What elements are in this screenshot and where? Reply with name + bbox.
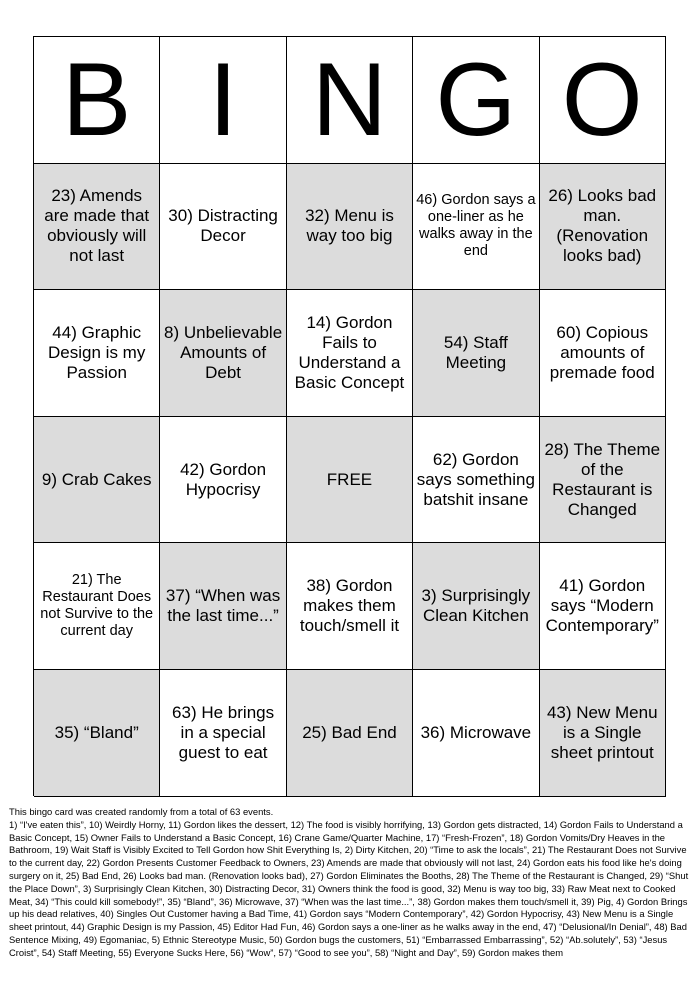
header-letter-o: O	[540, 37, 666, 164]
bingo-square[interactable]: 21) The Restaurant Does not Survive to the current day	[34, 543, 160, 670]
bingo-square[interactable]: 36) Microwave	[413, 670, 539, 797]
header-letter-i: I	[160, 37, 286, 164]
bingo-square[interactable]: 9) Crab Cakes	[34, 417, 160, 544]
header-letter-b: B	[34, 37, 160, 164]
bingo-square[interactable]: 8) Unbelievable Amounts of Debt	[160, 290, 286, 417]
free-space[interactable]: FREE	[287, 417, 413, 544]
bingo-square[interactable]: 63) He brings in a special guest to eat	[160, 670, 286, 797]
card-footer	[9, 806, 691, 960]
bingo-square[interactable]: 41) Gordon says “Modern Contemporary”	[540, 543, 666, 670]
bingo-square[interactable]: 23) Amends are made that obviously will not last	[34, 164, 160, 291]
bingo-card	[33, 36, 666, 796]
bingo-square[interactable]: 42) Gordon Hypocrisy	[160, 417, 286, 544]
bingo-square[interactable]: 26) Looks bad man. (Renovation looks bad)	[540, 164, 666, 291]
bingo-square[interactable]: 54) Staff Meeting	[413, 290, 539, 417]
bingo-square[interactable]: 14) Gordon Fails to Understand a Basic Concept	[287, 290, 413, 417]
bingo-square[interactable]: 32) Menu is way too big	[287, 164, 413, 291]
bingo-square[interactable]: 30) Distracting Decor	[160, 164, 286, 291]
bingo-square[interactable]: 28) The Theme of the Restaurant is Changed	[540, 417, 666, 544]
bingo-square[interactable]: 38) Gordon makes them touch/smell it	[287, 543, 413, 670]
bingo-square[interactable]: 25) Bad End	[287, 670, 413, 797]
header-letter-g: G	[413, 37, 539, 164]
footer-event-list: 1) “I've eaten this”, 10) Weirdly Horny, 11) Gordon likes the dessert, 12) The food is visibly horrifying, 13) Gordon gets distracted, 14) Gordon Fails to Understand a Basic Concept, 15) Owner Fails to Understand a Basic Concept, 16) Crane Game/Quarter Machine, 17) “Fresh-Frozen”, 18) Gordon Vomits/Dry Heaves in the Bathroom, 19) Wait Staff is Visibly Excited to Tell Gordon how Shit Everything Is, 2) Dirty Kitchen, 20) “Time to ask the locals”, 21) The Restaurant Does not Survive to the current day, 22) Gordon Presents Customer Feedback to Owners, 23) Amends are made that obviously will not last, 24) Gordon eats his food like he's doing surgery on it, 25) Bad End, 26) Looks bad man. (Renovation looks bad), 27) Gordon Eliminates the Booths, 28) The Theme of the Restaurant is Changed, 29) “Shut the Place Down”, 3) Surprisingly Clean Kitchen, 30) Distracting Decor, 31) Owners think the food is good, 32) Menu is way too big, 33) Raw Meat next to Cooked Meat, 34) “This could kill somebody!”, 35) “Bland”, 36) Microwave, 37) “When was the last time...”, 38) Gordon makes them touch/smell it, 39) Pig, 4) Gordon Brings up his dead relatives, 40) Singles Out Customer having a Bad Time, 41) Gordon says “Modern Contemporary”, 42) Gordon Hypocrisy, 43) New Menu is a Single sheet printout, 44) Graphic Design is my Passion, 45) Editor Had Fun, 46) Gordon says a one-liner as he walks away in the end, 47) “Delusional/In Denial”, 48) Bad Sentence Mixing, 49) Egomaniac, 5) Ethnic Stereotype Music, 50) Gordon bugs the customers, 51) “Embarrassed Embarrassing”, 52) “Ab.solutely”, 53) “Jesus Croist”, 54) Staff Meeting, 55) Everyone Sucks Here, 56) “Wow”, 57) “Good to see you”, 58) “Night and Day”, 59) Gordon makes them	[9, 818, 689, 958]
bingo-square[interactable]: 35) “Bland”	[34, 670, 160, 797]
bingo-square[interactable]: 46) Gordon says a one-liner as he walks away in the end	[413, 164, 539, 291]
bingo-square[interactable]: 43) New Menu is a Single sheet printout	[540, 670, 666, 797]
bingo-square[interactable]: 60) Copious amounts of premade food	[540, 290, 666, 417]
header-letter-n: N	[287, 37, 413, 164]
bingo-square[interactable]: 37) “When was the last time...”	[160, 543, 286, 670]
footer-intro: This bingo card was created randomly from a total of 63 events.	[9, 806, 274, 817]
bingo-square[interactable]: 62) Gordon says something batshit insane	[413, 417, 539, 544]
bingo-square[interactable]: 3) Surprisingly Clean Kitchen	[413, 543, 539, 670]
bingo-square[interactable]: 44) Graphic Design is my Passion	[34, 290, 160, 417]
